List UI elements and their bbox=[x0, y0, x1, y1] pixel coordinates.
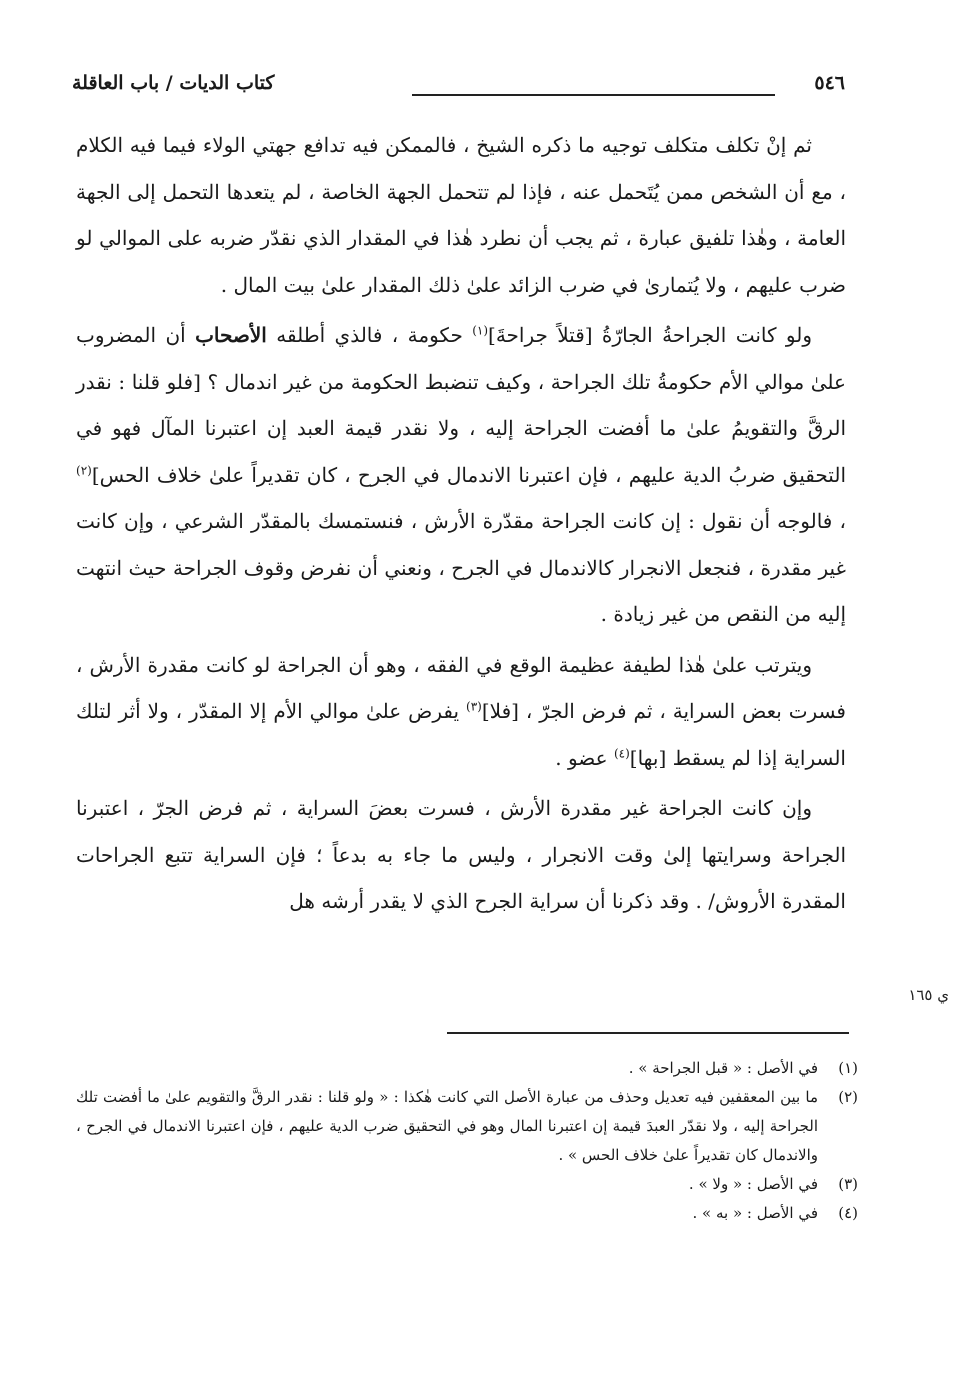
footnote-text: في الأصل : « به » . bbox=[692, 1204, 818, 1222]
paragraph-1: ثم إنْ تكلف متكلف توجيه ما ذكره الشيخ ، فالممكن فيه تدافع جهتي الولاء فيما فيه الكلام ، مع أن الشخص ممن يُتَحمل عنه ، فإذا لم تتحمل الجهة الخاصة ، لم يتعدها التحمل إلى الجهة العامة ، وهٰذا تلفيق عبارة ، ثم يجب أن نطرد هٰذا في المقدار الذي نقدّر ضربه على الموالي لو ضرب عليهم ، ولا يُتمارىٰ في ضرب الزائد علىٰ ذلك المقدار علىٰ بيت المال . bbox=[76, 133, 846, 297]
paragraph-4: وإن كانت الجراحة غير مقدرة الأرش ، فسرت بعضَ السراية ، ثم فرض الجرّ ، اعتبرنا الجراحة وسرايتها إلىٰ وقت الانجرار ، وليس ما جاء به بدعاً ؛ فإن السراية تتبع الجراحات المقدرة الأروش/ . وقد ذكرنا أن سراية الجرح الذي لا يقدر أرشه هل bbox=[76, 796, 846, 913]
footnote-ref-3: (٣) bbox=[466, 699, 482, 714]
paragraph-2-part-2: حكومة ، فالذي أطلقه bbox=[266, 323, 473, 347]
paragraph-2-part-4: ، فالوجه أن نقول : إن كانت الجراحة مقدّرة الأرش ، فنستمسك بالمقدّر الشرعي ، وإن كانت غير مقدرة ، فنجعل الانجرار كالاندمال في الجرح ، ونعني أن نفرض وقوف الجراحة حيث انتهت إليه من النقص من غير زيادة . bbox=[76, 509, 846, 626]
paragraph-2-part-3: أن المضروب علىٰ موالي الأم حكومةُ تلك الجراحة ، وكيف تنضبط الحكومة من غير اندمال ؟ [فلو قلنا : نقدر الرقَّ والتقويمُ علىٰ ما أفضت الجراحة إليه ، ولا نقدر قيمة العبد إن اعتبرنا المآل فهو في التحقيق ضربُ الدية عليهم ، فإن اعتبرنا الاندمال في الجرح ، كان تقديراً علىٰ خلاف الحس] bbox=[76, 323, 846, 487]
header-rule bbox=[412, 94, 775, 96]
paragraph-2-part-1: ولو كانت الجراحةُ الجارّةُ [قتلاً جراحةَ] bbox=[488, 323, 812, 347]
footnote bbox=[76, 1199, 858, 1228]
footnote-text: في الأصل : « قبل الجراحة » . bbox=[628, 1059, 818, 1077]
footnote-ref-2: (٢) bbox=[76, 462, 92, 477]
bold-term: الأصحاب bbox=[195, 323, 267, 347]
footnote-number: (٣) bbox=[838, 1175, 858, 1193]
footnote-ref-4: (٤) bbox=[613, 745, 630, 760]
page-number: ٥٤٦ bbox=[814, 72, 845, 94]
footnote bbox=[76, 1170, 858, 1199]
footnote-separator bbox=[447, 1032, 849, 1034]
footnote-text: ما بين المعقفين فيه تعديل وحذف من عبارة الأصل التي كانت هٰكذا : « ولو قلنا : نقدر الرقَّ والتقويم علىٰ ما أفضت تلك الجراحة إليه ، ولا نقدّر العبدَ قيمة إن اعتبرنا المال وهو في التحقيق ضرب الدية عليهم ، فإن اعتبرنا الاندمال في الجرح ، والاندمال كان تقديراً علىٰ خلاف الحس » . bbox=[76, 1088, 819, 1164]
footnote bbox=[76, 1083, 858, 1170]
footnotes bbox=[76, 1054, 858, 1228]
paragraph-3 bbox=[76, 642, 846, 782]
book-title: كتاب الديات / باب العاقلة bbox=[72, 72, 275, 94]
main-text bbox=[76, 122, 846, 929]
paragraph-3-part-3: عضو . bbox=[555, 745, 614, 770]
footnote-number: (١) bbox=[838, 1059, 858, 1077]
footnote-number: (٤) bbox=[838, 1204, 858, 1222]
footnote-number: (٢) bbox=[838, 1088, 858, 1106]
paragraph-3-part-1: ويترتب علىٰ هٰذا لطيفة عظيمة الوقع في الفقه ، وهو أن الجراحة لو كانت مقدرة الأرش ، فسرت بعض السراية ، ثم فرض الجرّ ، [فلا] bbox=[76, 652, 846, 723]
running-header bbox=[72, 72, 845, 112]
footnote bbox=[76, 1054, 858, 1083]
footnote-ref-1: (١) bbox=[472, 323, 489, 338]
footnote-text: في الأصل : « ولا » . bbox=[688, 1175, 818, 1193]
paragraph-3-part-2: يفرض علىٰ موالي الأم إلا المقدّر ، ولا أثر لتلك السراية إذا لم يسقط [بها] bbox=[76, 699, 846, 770]
manuscript-folio-note: ي ١٦٥ bbox=[908, 986, 949, 1004]
paragraph-2 bbox=[76, 312, 846, 638]
